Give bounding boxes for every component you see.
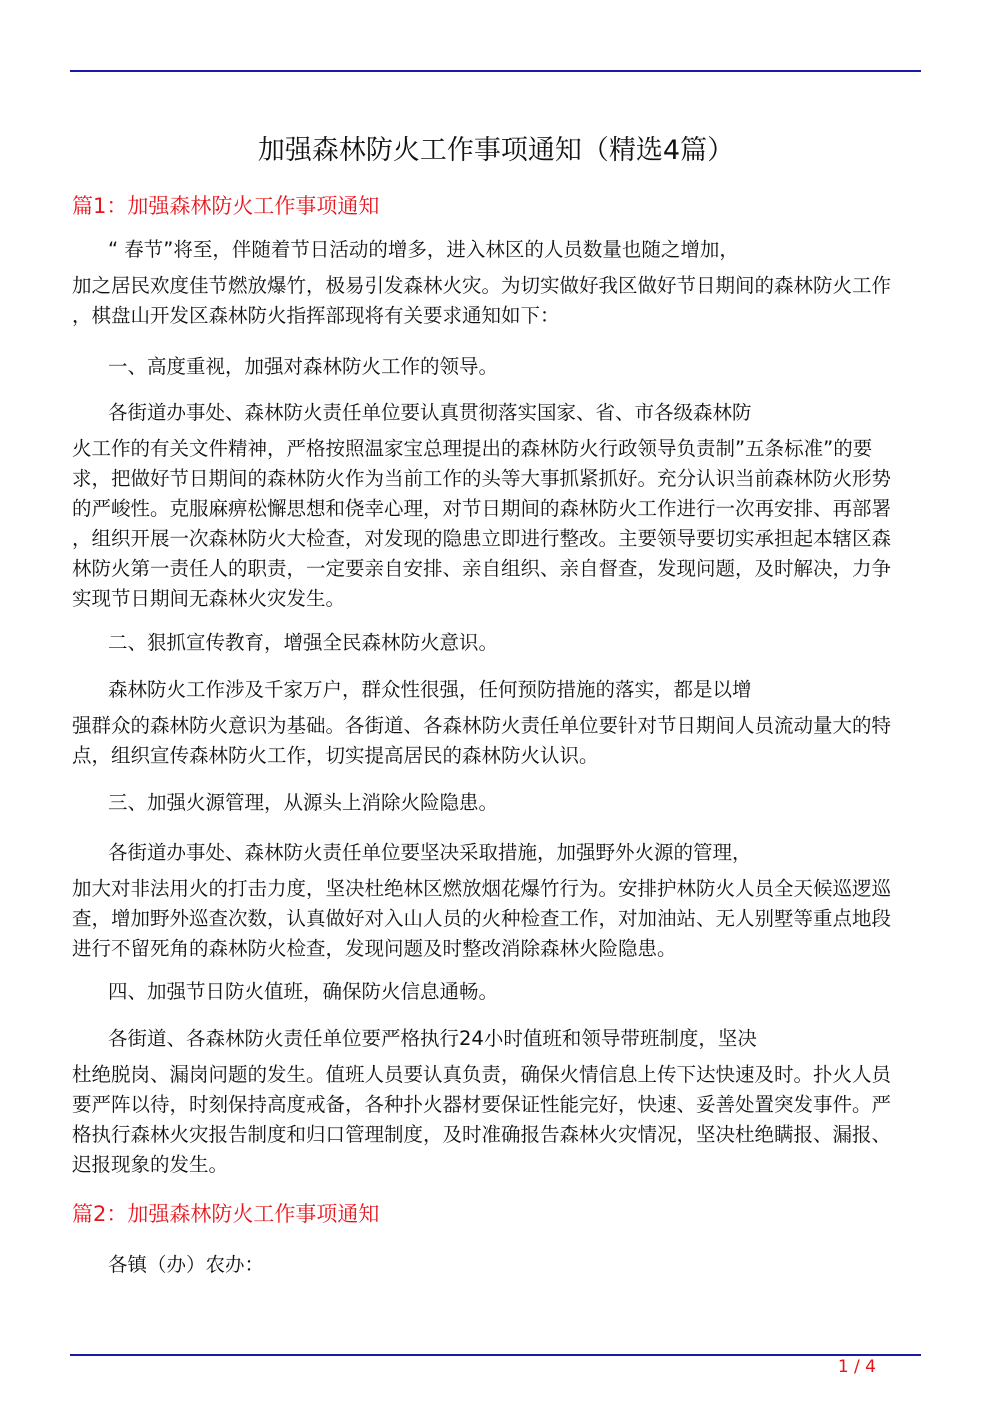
text-line: 求，把做好节日期间的森林防火作为当前工作的头等大事抓紧抓好。充分认识当前森林防火形势 (72, 467, 892, 490)
text-line: ，组织开展一次森林防火大检查，对发现的隐患立即进行整改。主要领导要切实承担起本辖区森 (72, 527, 892, 550)
paragraph (72, 838, 912, 964)
text-line: 各镇（办）农办： (108, 1253, 265, 1276)
text-line: 三、加强火源管理，从源头上消除火险隐患。 (108, 791, 499, 814)
text-line: 进行不留死角的森林防火检查，发现问题及时整改消除森林火险隐患。 (72, 937, 677, 960)
text-line: 各街道办事处、森林防火责任单位要认真贯彻落实国家、省、市各级森林防 (108, 401, 752, 424)
section-heading: 篇1：加强森林防火工作事项通知 (72, 194, 380, 218)
text-line: 要严阵以待，时刻保持高度戒备，各种扑火器材要保证性能完好，快速、妥善处置突发事件。严 (72, 1093, 892, 1116)
paragraph (72, 675, 912, 771)
text-line: 查，增加野外巡查次数，认真做好对入山人员的火种检查工作，对加油站、无人别墅等重点地段 (72, 907, 892, 930)
text-line: 加大对非法用火的打击力度，坚决杜绝林区燃放烟花爆竹行为。安排护林防火人员全天候巡逻巡 (72, 877, 892, 900)
text-line: “ 春节”将至，伴随着节日活动的增多，进入林区的人员数量也随之增加， (108, 238, 739, 261)
footer-rule (70, 1354, 921, 1356)
text-line: 森林防火工作涉及千家万户，群众性很强，任何预防措施的落实，都是以增 (108, 678, 752, 701)
text-line: 一、高度重视，加强对森林防火工作的领导。 (108, 355, 499, 378)
text-line: 的严峻性。克服麻痹松懈思想和侥幸心理，对节日期间的森林防火工作进行一次再安排、再部署 (72, 497, 892, 520)
page-indicator: 1 / 4 (837, 1357, 876, 1377)
document-title: 加强森林防火工作事项通知（精选4篇） (257, 135, 735, 166)
paragraph (72, 1024, 912, 1180)
header-rule (70, 70, 921, 72)
subheading (72, 977, 912, 1007)
paragraph (72, 1250, 912, 1280)
subheading (72, 628, 912, 658)
text-line: 林防火第一责任人的职责，一定要亲自安排、亲自组织、亲自督查，发现问题，及时解决，力争 (72, 557, 892, 580)
text-line: 迟报现象的发生。 (72, 1153, 229, 1176)
text-line: 各街道办事处、森林防火责任单位要坚决采取措施，加强野外火源的管理， (108, 841, 752, 864)
paragraph (72, 235, 912, 331)
text-line: 四、加强节日防火值班，确保防火信息通畅。 (108, 980, 499, 1003)
text-line: 二、狠抓宣传教育，增强全民森林防火意识。 (108, 631, 499, 654)
subheading (72, 352, 912, 382)
text-line: 加之居民欢度佳节燃放爆竹，极易引发森林火灾。为切实做好我区做好节日期间的森林防火工作 (72, 274, 892, 297)
paragraph (72, 398, 912, 614)
text-line: 火工作的有关文件精神，严格按照温家宝总理提出的森林防火行政领导负责制”五条标准”的要 (72, 437, 873, 460)
text-line: 实现节日期间无森林火灾发生。 (72, 587, 346, 610)
text-line: 点，组织宣传森林防火工作，切实提高居民的森林防火认识。 (72, 744, 599, 767)
text-line: 杜绝脱岗、漏岗问题的发生。值班人员要认真负责，确保火情信息上传下达快速及时。扑火人员 (72, 1063, 892, 1086)
text-line: 各街道、各森林防火责任单位要严格执行24小时值班和领导带班制度，坚决 (108, 1027, 757, 1050)
text-line: 强群众的森林防火意识为基础。各街道、各森林防火责任单位要针对节日期间人员流动量大的特 (72, 714, 892, 737)
subheading (72, 788, 912, 818)
text-line: ，棋盘山开发区森林防火指挥部现将有关要求通知如下： (72, 304, 560, 327)
text-line: 格执行森林火灾报告制度和归口管理制度，及时准确报告森林火灾情况，坚决杜绝瞒报、漏报、 (72, 1123, 892, 1146)
section-heading: 篇2：加强森林防火工作事项通知 (72, 1202, 380, 1226)
